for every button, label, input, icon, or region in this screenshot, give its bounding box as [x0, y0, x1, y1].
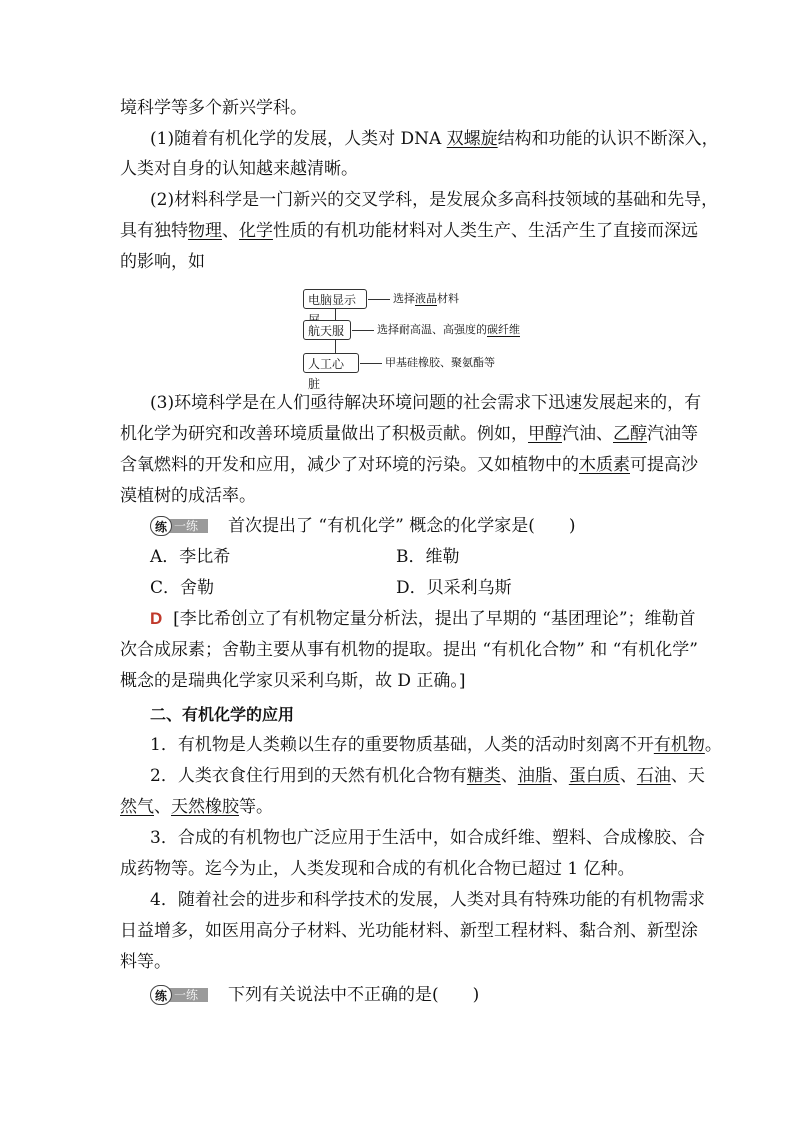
- underlined-term: 然气: [120, 797, 154, 817]
- text-span: 、: [619, 766, 637, 786]
- text-span: 等。: [239, 797, 273, 817]
- question-2-stem: 下列有关说法中不正确的是( ): [228, 985, 480, 1005]
- diagram-box-heart: 人工心脏: [303, 353, 359, 373]
- underlined-term: 木质素: [579, 455, 630, 475]
- text-span: 性质的有机功能材料对人类生产、生活产生了直接而深远: [273, 221, 698, 241]
- diagram-label-monitor: [393, 292, 459, 306]
- item-4-line-3: 料等。: [120, 952, 171, 972]
- underlined-term: 物理: [188, 221, 222, 241]
- paragraph-1-line-2: 人类对自身的认知越来越清晰。: [120, 159, 358, 179]
- paragraph-3-line-1: (3)环境科学是在人们亟待解决环境问题的社会需求下迅速发展起来的，有: [150, 393, 702, 413]
- diagram-box-monitor: 电脑显示: [303, 289, 367, 309]
- underlined-term: 碳纤维: [487, 323, 520, 336]
- text-span: 结构和功能的认识不断深入，: [497, 129, 719, 149]
- section-heading: 二、有机化学的应用: [150, 705, 295, 724]
- text-span: 汽油等: [647, 424, 698, 444]
- diagram-box-spacesuit: 航天服: [303, 320, 351, 340]
- underlined-term: 蛋白质: [568, 766, 620, 786]
- paragraph-2-line-1: (2)材料科学是一门新兴的交叉学科，是发展众多高科技领域的基础和先导，: [150, 190, 719, 210]
- text-span: 选择: [393, 292, 415, 305]
- paragraph-1-line-1: [150, 128, 719, 150]
- question-1-stem: 首次提出了 “有机化学” 概念的化学家是( ): [228, 516, 576, 536]
- question-1-option-d: D．贝采利乌斯: [396, 578, 512, 598]
- text-span: 、: [222, 221, 239, 241]
- item-3-line-1: 3．合成的有机物也广泛应用于生活中，如合成纤维、塑料、合成橡胶、合: [150, 828, 705, 848]
- underlined-term: 双螺旋: [446, 129, 498, 149]
- underlined-term: 油脂: [517, 766, 552, 786]
- text-span: 选择耐高温、高强度的: [377, 323, 487, 336]
- item-2-line-2: [120, 796, 273, 818]
- text-span: 机化学为研究和改善环境质量做出了积极贡献。例如，: [120, 424, 528, 444]
- text-span: 1．有机物是人类赖以生存的重要物质基础，人类的活动时刻离不开: [150, 735, 654, 755]
- diagram-label-heart: 甲基硅橡胶、聚氨酯等: [385, 356, 495, 369]
- underlined-term: 有机物: [653, 735, 705, 755]
- underlined-term: 天然橡胶: [171, 797, 239, 817]
- practice-badge-circle: 练: [150, 516, 172, 536]
- text-span: 可提高沙: [630, 455, 698, 475]
- question-1-explanation-line-3: 概念的是瑞典化学家贝采利乌斯，故 D 正确。]: [120, 671, 466, 691]
- practice-badge-bar: 一练: [166, 519, 208, 533]
- practice-badge: [150, 985, 208, 1005]
- text-span: 汽油、: [562, 424, 613, 444]
- item-4-line-2: 日益增多，如医用高分子材料、光功能材料、新型工程材料、黏合剂、新型涂: [120, 921, 698, 941]
- question-1-option-a: A．李比希: [150, 547, 231, 567]
- paragraph-3-line-2: [120, 423, 698, 445]
- underlined-term: 糖类: [466, 766, 501, 786]
- question-1-explanation-line-1: [150, 608, 696, 630]
- diagram-label-spacesuit: [377, 323, 520, 337]
- text-span: 具有独特: [120, 221, 188, 241]
- text-line: 境科学等多个新兴学科。: [120, 98, 307, 118]
- item-4-line-1: 4．随着社会的进步和科学技术的发展，人类对具有特殊功能的有机物需求: [150, 890, 705, 910]
- text-span: 含氧燃料的开发和应用，减少了对环境的污染。又如植物中的: [120, 455, 579, 475]
- underlined-term: 甲醇: [528, 424, 562, 444]
- answer-letter: D: [150, 609, 163, 628]
- question-1-option-c: C．舍勒: [150, 578, 215, 598]
- item-1-line: [150, 734, 722, 756]
- question-1-explanation-line-2: 次合成尿素；舍勒主要从事有机物的提取。提出 “有机化合物” 和 “有机化学”: [120, 640, 698, 660]
- paragraph-3-line-4: 漠植树的成活率。: [120, 486, 256, 506]
- underlined-term: 液晶: [415, 292, 437, 305]
- paragraph-2-line-3: 的影响，如: [120, 252, 205, 272]
- underlined-term: 化学: [239, 221, 273, 241]
- practice-badge: [150, 516, 208, 536]
- underlined-term: 乙醇: [613, 424, 647, 444]
- text-span: 、: [551, 766, 569, 786]
- text-span: 材料: [437, 292, 459, 305]
- item-3-line-2: 成药物等。迄今为止，人类发现和合成的有机化合物已超过 1 亿种。: [120, 859, 635, 879]
- practice-badge-circle: 练: [150, 985, 172, 1005]
- text-span: (1)随着有机化学的发展，人类对 DNA: [150, 129, 447, 149]
- underlined-term: 石油: [636, 766, 671, 786]
- text-span: [李比希创立了有机物定量分析法，提出了早期的 “基团理论”；维勒首: [173, 609, 696, 629]
- diagram-dash: [368, 299, 390, 300]
- diagram-dash: [360, 363, 382, 364]
- question-1-option-b: B．维勒: [396, 547, 460, 567]
- text-span: 、: [500, 766, 518, 786]
- text-span: 。: [704, 735, 722, 755]
- item-2-line-1: [150, 765, 705, 787]
- practice-badge-bar: 一练: [166, 988, 208, 1002]
- text-span: 、: [154, 797, 171, 817]
- diagram-dash: [352, 330, 374, 331]
- paragraph-2-line-2: [120, 220, 698, 242]
- text-span: 2．人类衣食住行用到的天然有机化合物有: [150, 766, 467, 786]
- paragraph-3-line-3: [120, 454, 698, 476]
- text-span: 、天: [670, 766, 705, 786]
